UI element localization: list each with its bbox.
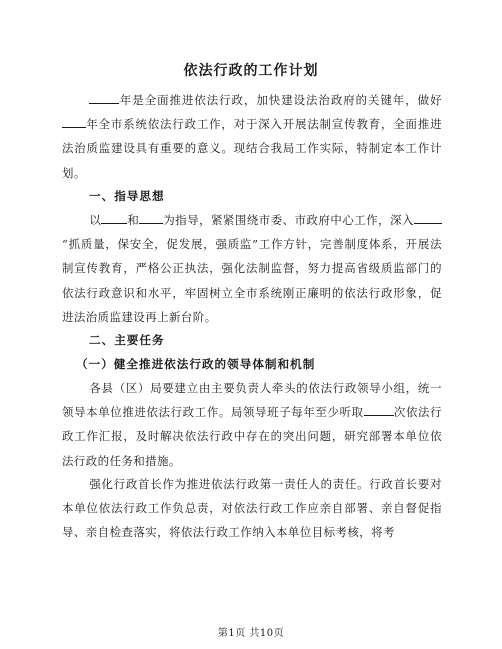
- blank-implement: [414, 211, 442, 224]
- page-footer: 第1页 共10页: [217, 628, 285, 639]
- guide-text-a: 以: [89, 213, 102, 227]
- guide-text-d: “抓质量，保安全，促发展，强质监”工作方针，完善制度体系，开展法制宣传教育，严格公正执法，强化法制监督，努力提高省级质监部门的依法行政意识和水平，牢固树立全市系统刚正廉明的依法行政形象，促进法治质监建设再上新台阶。: [62, 237, 442, 324]
- section-heading-main-tasks: 二、主要任务: [89, 333, 165, 347]
- intro-text-b: 年全市系统依法行政工作，对于深入开展法制宣传教育，全面推进法治质监建设具有重要的意义。现结合我局工作实际，特制定本工作计划。: [62, 117, 442, 180]
- leadership-paragraph: [62, 376, 442, 473]
- blank-theory-1: [101, 211, 127, 224]
- leader-text-b: 次依法行政工作汇报，及时解决依法行政中存在的突出问题，研究部署本单位依法行政的任务和措施。: [62, 405, 442, 468]
- responsibility-paragraph: 强化行政首长作为推进依法行政第一责任人的责任。行政首长要对本单位依法行政工作负总责，对依法行政工作应亲自部署、亲自督促指导、亲自检查落实，将依法行政工作纳入本单位目标考核，将考: [62, 477, 442, 540]
- guide-text-c: 为指导，紧紧围绕市委、市政府中心工作，深入: [163, 213, 414, 227]
- blank-year-1: [89, 91, 119, 104]
- intro-text-a: 年是全面推进依法行政，加快建设法治政府的关键年，做好: [119, 93, 442, 107]
- blank-count: [364, 403, 394, 416]
- guide-text-b: 和: [127, 213, 140, 227]
- guiding-ideology-paragraph: [62, 208, 442, 329]
- page-title: 依法行政的工作计划: [183, 63, 319, 79]
- section-heading-guiding-ideology: 一、指导思想: [89, 189, 165, 203]
- intro-paragraph: [62, 88, 442, 185]
- blank-theory-2: [139, 211, 163, 224]
- blank-year-2: [62, 115, 86, 128]
- leader-text-a: 各县（区）局要建立由主要负责人牵头的依法行政领导小组，统一领导本单位推进依法行政工作。局领导班子每年至少听取: [62, 381, 442, 420]
- subsection-heading-leadership: （一）健全推进依法行政的领导体制和机制: [76, 357, 316, 371]
